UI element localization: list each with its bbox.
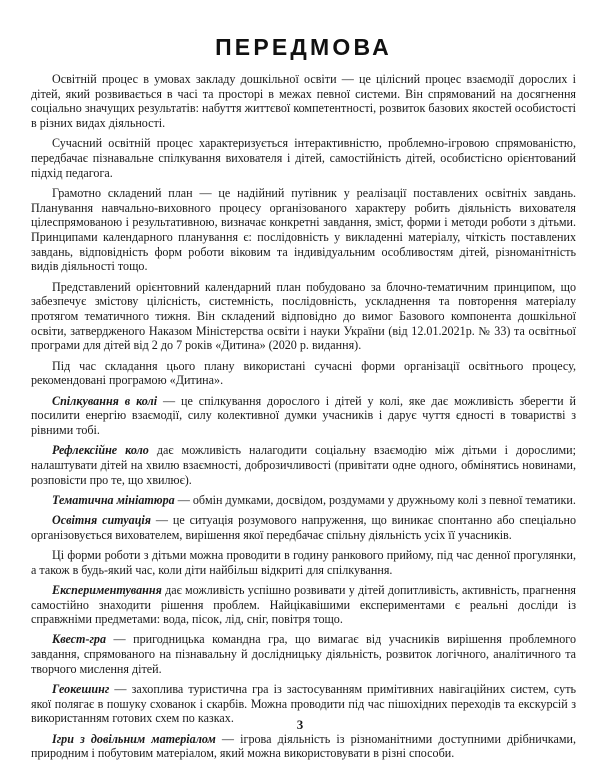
paragraph-5 [31, 359, 576, 388]
paragraph-6 [31, 394, 576, 438]
paragraph-2-text: Сучасний освітній процес характеризується інтерактивністю, проблемно-ігровою спрямованістю, передбачає пізнавальне спілкування вихователя і дітей, самостійність дітей, особистісно орієнтований підхід педагога. [31, 136, 576, 180]
term-experimenting: Експериментування [52, 582, 162, 597]
term-educational-situation: Освітня ситуація [52, 512, 152, 527]
paragraph-9-text: — це ситуація розумового напруження, що виникає спонтанно або спеціально організовується вихователем, вирішення якої передбачає спільну діяльність усіх її учасників. [31, 512, 576, 542]
paragraph-10-text: Ці форми роботи з дітьми можна проводити в годину ранкового прийому, під час денної прогулянки, а також в будь-який час, коли діти найбільш відкриті для спілкування. [31, 547, 576, 577]
paragraph-5-text: Під час складання цього плану використані сучасні форми організації освітнього процесу, рекомендовані програмою «Дитина». [31, 358, 576, 388]
paragraph-14 [31, 732, 576, 761]
term-geocaching: Геокешинг [52, 682, 110, 697]
paragraph-11-text: дає можливість успішно розвивати у дітей допитливість, активність, прагнення самостійно знаходити рішення проблем. Найцікавішими експериментами є реальні досліди із справжніми предметами: вода, пісок, лід, сніг, повітря тощо. [31, 582, 576, 627]
paragraph-3 [31, 186, 576, 274]
paragraph-4 [31, 280, 576, 354]
paragraph-8-text: — обмін думками, досвідом, роздумами у дружньому колі з певної тематики. [174, 492, 576, 507]
page-title: ПЕРЕДМОВА [215, 34, 392, 60]
paragraph-7 [31, 443, 576, 487]
paragraph-4-text: Представлений орієнтовний календарний план побудовано за блочно-тематичним принципом, що забезпечує змістову цілісність, системність, послідовність, ускладнення та повторення матеріалу протягом тематичного тижня. Він складений відповідно до вимог Базового компонента дошкільної освіти, затвердженого Наказом Міністерства освіти і науки України (від 12.01.2021р. № 33) та освітньої програми для дітей від 2 до 7 років «Дитина» (2020 р. видання). [31, 279, 576, 353]
paragraph-1-text: Освітній процес в умовах закладу дошкільної освіти — це цілісний процес взаємодії дорослих і дітей, який розвивається в часі та просторі в межах певної системи. Він спрямований на досягнення соціально значущих результатів: набуття життєвої компетентності, розвиток базових якостей особистості в різних видах діяльності. [31, 72, 576, 131]
paragraph-3-text: Грамотно складений план — це надійний путівник у реалізації поставлених освітніх завдань. Планування навчально-виховного процесу організованого характеру робить діяльність вихователя цілеспрямованою і результативною, визначає конкретні завдання, зміст, форми і методи роботи з дітьми. Принципами календарного планування є: послідовність у викладенні матеріалу, чіткість поставлених завдань, відповідність форм роботи віковим та індивідуальним особливостям дітей, різноманітність видів діяльності тощо. [31, 185, 576, 274]
paragraph-8 [31, 493, 576, 508]
page-number: 3 [296, 717, 304, 732]
paragraph-13-text: — захоплива туристична гра із застосуванням примітивних навігаційних систем, суть якої полягає в пошуку схованок і скарбів. Можна проводити під час пішохідних переходів та екскурсій з використанням готових схем по казках. [31, 682, 576, 726]
term-quest-game: Квест-гра [52, 632, 107, 647]
paragraph-9 [31, 513, 576, 542]
paragraph-1 [31, 72, 576, 131]
paragraph-11 [31, 583, 576, 627]
term-circle-communication: Спілкування в колі [52, 393, 158, 408]
paragraph-7-text: дає можливість налагодити соціальну взаємодію між дітьми і дорослими; налаштувати дітей на хвилю взаємності, доброзичливості (привітати одне одного, обмінятись новинами, розповісти про те, що хвилює). [31, 443, 577, 487]
paragraph-14-text: — ігрова діяльність із різноманітними доступними дрібничками, природним і побутовим матеріалом, який можна використовувати в різні способи. [31, 731, 577, 761]
paragraph-10 [31, 548, 576, 577]
term-reflective-circle: Рефлексійне коло [52, 443, 149, 458]
paragraph-6-text: — це спілкування дорослого і дітей у колі, яке дає можливість зберегти й посилити енергію взаємодії, силу колективної думки учасників і дарує чуття єдності в товаристві з рівними тобі. [31, 393, 576, 437]
paragraph-2 [31, 136, 576, 180]
term-free-material-games: Ігри з довільним матеріалом [52, 731, 216, 746]
term-thematic-miniature: Тематична мініатюра [52, 492, 175, 507]
paragraph-12-text: — пригодницька командна гра, що вимагає від учасників вирішення проблемного завдання, спрямованого на пізнавальну й дослідницьку діяльність, розвиток логічного, аналітичного та творчого мислення дітей. [31, 632, 576, 676]
paragraph-12 [31, 632, 576, 676]
